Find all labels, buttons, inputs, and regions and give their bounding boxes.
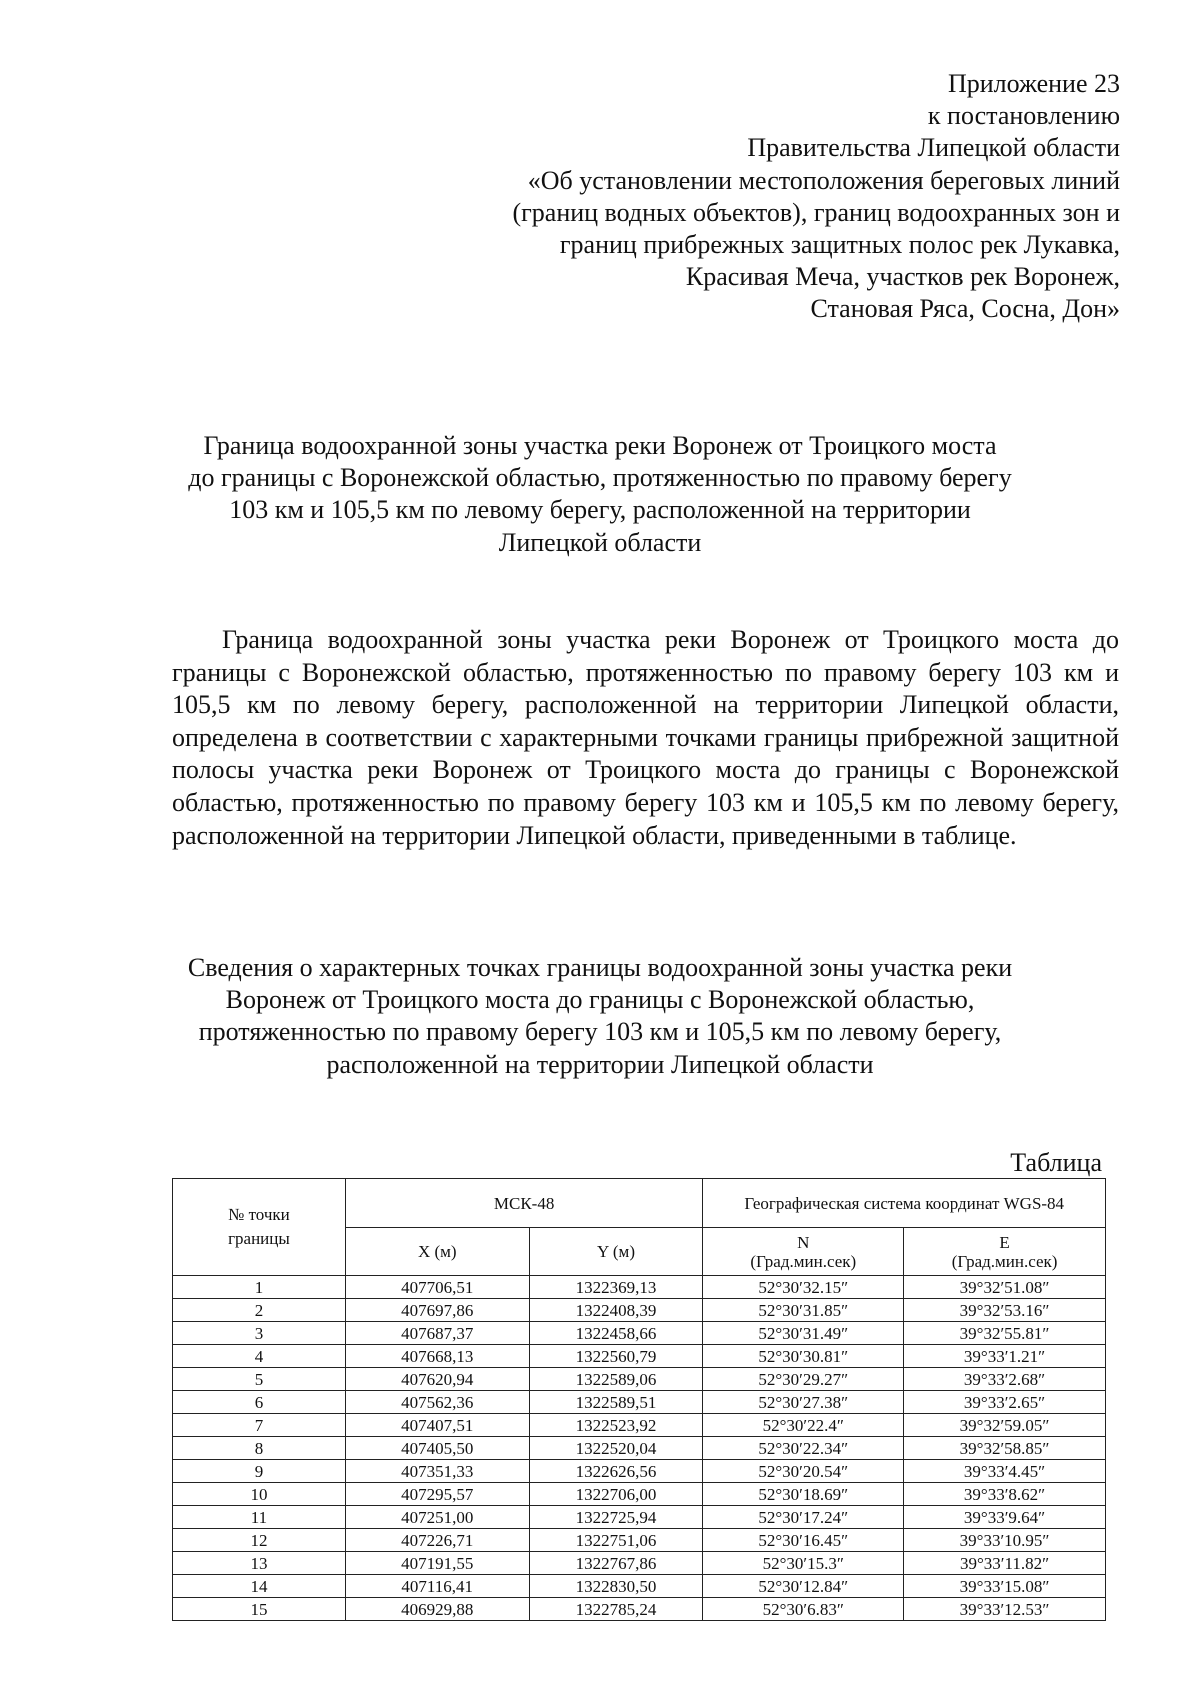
cell-x: 407687,37 — [345, 1322, 529, 1345]
cell-n: 52°30′22.4″ — [703, 1414, 904, 1437]
appendix-line: Правительства Липецкой области — [747, 133, 1120, 163]
cell-point: 7 — [173, 1414, 346, 1437]
appendix-line: к постановлению — [927, 101, 1120, 131]
table-row — [173, 1552, 1106, 1575]
table-row — [173, 1414, 1106, 1437]
cell-y: 1322751,06 — [529, 1529, 703, 1552]
cell-x: 407562,36 — [345, 1391, 529, 1414]
table-title-line: Воронеж от Троицкого моста до границы с Воронежской областью, — [225, 985, 975, 1015]
cell-e: 39°32′51.08″ — [904, 1276, 1106, 1299]
table-row — [173, 1460, 1106, 1483]
cell-e: 39°32′53.16″ — [904, 1299, 1106, 1322]
table-row — [173, 1322, 1106, 1345]
cell-x: 407116,41 — [345, 1575, 529, 1598]
title-line: до границы с Воронежской областью, протяженностью по правому берегу — [188, 463, 1012, 493]
cell-y: 1322626,56 — [529, 1460, 703, 1483]
appendix-line: границ прибрежных защитных полос рек Лукавка, — [559, 230, 1120, 260]
table-row — [173, 1391, 1106, 1414]
cell-y: 1322785,24 — [529, 1598, 703, 1621]
cell-e: 39°33′4.45″ — [904, 1460, 1106, 1483]
header-n-unit: (Град.мин.сек) — [750, 1251, 857, 1271]
table-title-line: Сведения о характерных точках границы водоохранной зоны участка реки — [187, 953, 1013, 982]
cell-point: 8 — [173, 1437, 346, 1460]
table-label: Таблица — [1010, 1148, 1102, 1177]
cell-x: 407620,94 — [345, 1368, 529, 1391]
cell-point: 1 — [173, 1276, 346, 1299]
cell-x: 407697,86 — [345, 1299, 529, 1322]
cell-point: 11 — [173, 1506, 346, 1529]
table-row — [173, 1345, 1106, 1368]
header-wgs84: Географическая система координат WGS-84 — [703, 1179, 1106, 1228]
cell-n: 52°30′17.24″ — [703, 1506, 904, 1529]
cell-e: 39°33′12.53″ — [904, 1598, 1106, 1621]
table-row — [173, 1506, 1106, 1529]
cell-point: 9 — [173, 1460, 346, 1483]
cell-y: 1322589,06 — [529, 1368, 703, 1391]
header-n-label: N — [797, 1232, 810, 1252]
cell-e: 39°33′10.95″ — [904, 1529, 1106, 1552]
cell-n: 52°30′20.54″ — [703, 1460, 904, 1483]
table-title — [175, 952, 1025, 1081]
cell-x: 407668,13 — [345, 1345, 529, 1368]
cell-e: 39°33′2.65″ — [904, 1391, 1106, 1414]
header-x: X (м) — [345, 1228, 529, 1276]
cell-e: 39°33′1.21″ — [904, 1345, 1106, 1368]
table-body — [173, 1276, 1106, 1621]
cell-n: 52°30′22.34″ — [703, 1437, 904, 1460]
header-e-unit: (Град.мин.сек) — [951, 1251, 1058, 1271]
table-row — [173, 1437, 1106, 1460]
cell-y: 1322523,92 — [529, 1414, 703, 1437]
table-row — [173, 1483, 1106, 1506]
cell-y: 1322458,66 — [529, 1322, 703, 1345]
cell-n: 52°30′29.27″ — [703, 1368, 904, 1391]
body-paragraph: Граница водоохранной зоны участка реки Воронеж от Троицкого моста до границы с Воронежской областью, протяженностью по правому берегу 103 км и 105,5 км по левому берегу, расположенной на территории Липецкой области, определена в соответствии с характерными точками границы прибрежной защитной полосы участка реки Воронеж от Троицкого моста до границы с Воронежской областью, протяженностью по правому берегу 103 км и 105,5 км по левому берегу, расположенной на территории Липецкой области, приведенными в таблице. — [172, 625, 1119, 850]
cell-point: 14 — [173, 1575, 346, 1598]
table-row — [173, 1598, 1106, 1621]
cell-y: 1322408,39 — [529, 1299, 703, 1322]
header-n — [703, 1228, 904, 1276]
cell-n: 52°30′6.83″ — [703, 1598, 904, 1621]
title-line: Граница водоохранной зоны участка реки Воронеж от Троицкого моста — [203, 431, 997, 460]
cell-e: 39°32′55.81″ — [904, 1322, 1106, 1345]
table-row — [173, 1276, 1106, 1299]
title-line: 103 км и 105,5 км по левому берегу, расположенной на территории — [229, 495, 971, 525]
cell-x: 407405,50 — [345, 1437, 529, 1460]
header-e — [904, 1228, 1106, 1276]
appendix-line: Приложение 23 — [947, 69, 1120, 98]
cell-n: 52°30′30.81″ — [703, 1345, 904, 1368]
header-e-label: E — [999, 1232, 1010, 1252]
cell-e: 39°32′58.85″ — [904, 1437, 1106, 1460]
table-row — [173, 1368, 1106, 1391]
cell-point: 2 — [173, 1299, 346, 1322]
cell-e: 39°33′2.68″ — [904, 1368, 1106, 1391]
cell-n: 52°30′15.3″ — [703, 1552, 904, 1575]
cell-point: 15 — [173, 1598, 346, 1621]
cell-e: 39°33′9.64″ — [904, 1506, 1106, 1529]
cell-y: 1322589,51 — [529, 1391, 703, 1414]
cell-point: 3 — [173, 1322, 346, 1345]
appendix-header — [360, 68, 1120, 326]
cell-x: 407226,71 — [345, 1529, 529, 1552]
cell-x: 407251,00 — [345, 1506, 529, 1529]
appendix-line: «Об установлении местоположения береговых линий — [527, 165, 1120, 195]
appendix-line: Красивая Меча, участков рек Воронеж, — [685, 262, 1120, 292]
cell-e: 39°33′8.62″ — [904, 1483, 1106, 1506]
header-y: Y (м) — [529, 1228, 703, 1276]
cell-x: 407407,51 — [345, 1414, 529, 1437]
table-title-line: протяженностью по правому берегу 103 км и 105,5 км по левому берегу, — [198, 1017, 1002, 1047]
cell-e: 39°32′59.05″ — [904, 1414, 1106, 1437]
coordinates-table — [172, 1178, 1106, 1621]
cell-y: 1322706,00 — [529, 1483, 703, 1506]
cell-n: 52°30′31.85″ — [703, 1299, 904, 1322]
cell-n: 52°30′32.15″ — [703, 1276, 904, 1299]
cell-e: 39°33′11.82″ — [904, 1552, 1106, 1575]
appendix-line: Становая Ряса, Сосна, Дон» — [810, 294, 1120, 324]
cell-x: 406929,88 — [345, 1598, 529, 1621]
cell-y: 1322520,04 — [529, 1437, 703, 1460]
table-title-line: расположенной на территории Липецкой области — [326, 1049, 874, 1079]
header-point-number: № точки границы — [173, 1179, 346, 1276]
cell-x: 407295,57 — [345, 1483, 529, 1506]
cell-n: 52°30′31.49″ — [703, 1322, 904, 1345]
cell-x: 407351,33 — [345, 1460, 529, 1483]
document-title — [175, 430, 1025, 559]
cell-n: 52°30′16.45″ — [703, 1529, 904, 1552]
cell-x: 407191,55 — [345, 1552, 529, 1575]
cell-e: 39°33′15.08″ — [904, 1575, 1106, 1598]
cell-point: 10 — [173, 1483, 346, 1506]
cell-point: 4 — [173, 1345, 346, 1368]
header-msk48: МСК-48 — [345, 1179, 703, 1228]
cell-point: 5 — [173, 1368, 346, 1391]
appendix-line: (границ водных объектов), границ водоохранных зон и — [512, 197, 1120, 227]
cell-n: 52°30′18.69″ — [703, 1483, 904, 1506]
cell-y: 1322725,94 — [529, 1506, 703, 1529]
cell-n: 52°30′27.38″ — [703, 1391, 904, 1414]
cell-x: 407706,51 — [345, 1276, 529, 1299]
title-line: Липецкой области — [498, 527, 702, 557]
table-row — [173, 1529, 1106, 1552]
table-row — [173, 1575, 1106, 1598]
table-row — [173, 1299, 1106, 1322]
cell-n: 52°30′12.84″ — [703, 1575, 904, 1598]
cell-point: 13 — [173, 1552, 346, 1575]
cell-y: 1322560,79 — [529, 1345, 703, 1368]
cell-y: 1322830,50 — [529, 1575, 703, 1598]
cell-y: 1322767,86 — [529, 1552, 703, 1575]
cell-y: 1322369,13 — [529, 1276, 703, 1299]
cell-point: 12 — [173, 1529, 346, 1552]
cell-point: 6 — [173, 1391, 346, 1414]
